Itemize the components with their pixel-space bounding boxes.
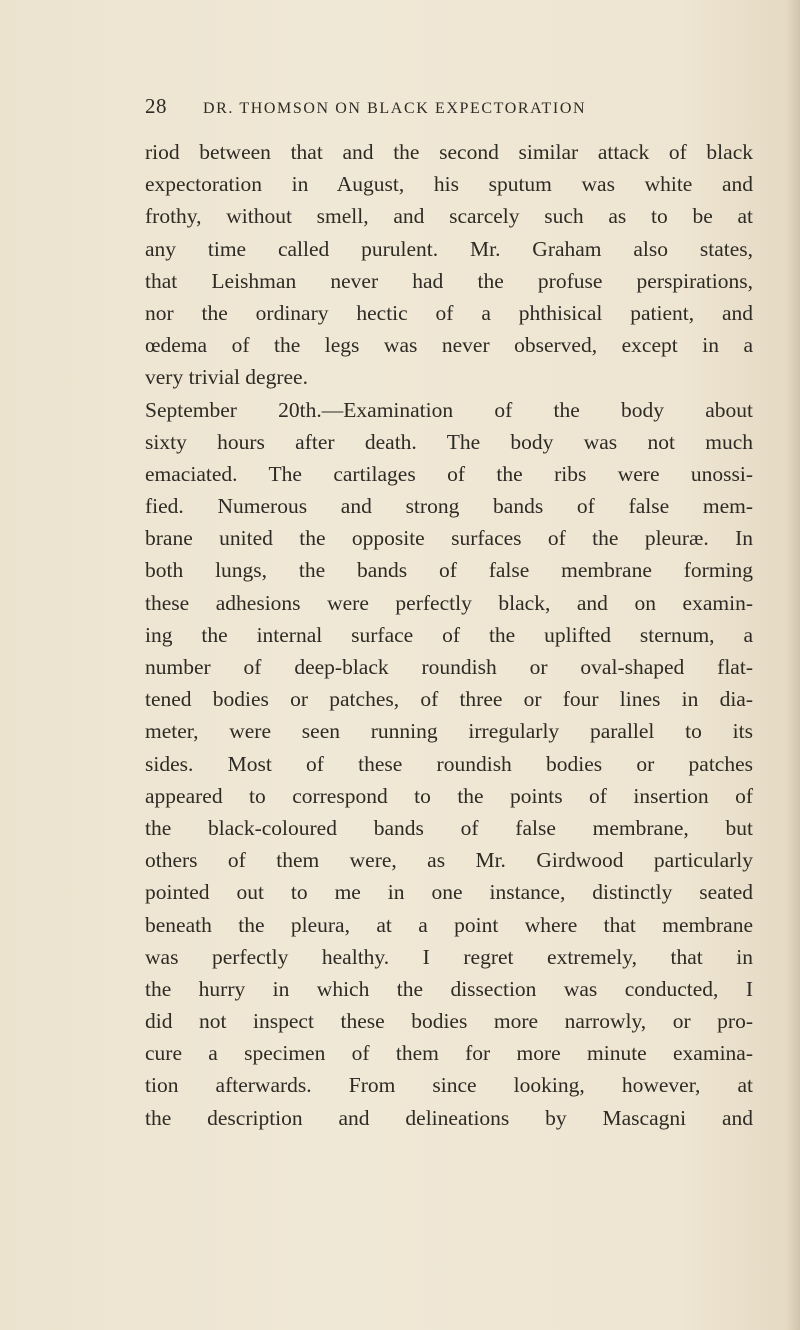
text-line: was perfectly healthy. I regret extremely, that in (145, 944, 753, 969)
text-line: the hurry in which the dissection was conducted, I (145, 976, 753, 1001)
text-line: very trivial degree. (145, 365, 308, 390)
text-line: fied. Numerous and strong bands of false mem- (145, 494, 753, 519)
text-line: frothy, without smell, and scarcely such as to be at (145, 204, 753, 229)
text-line: the black-coloured bands of false membrane, but (145, 815, 753, 840)
text-line: beneath the pleura, at a point where that membrane (145, 912, 753, 937)
text-line: sides. Most of these roundish bodies or patches (145, 751, 753, 776)
text-line: tened bodies or patches, of three or four lines in dia- (145, 687, 753, 712)
text-line: that Leishman never had the profuse perspirations, (145, 268, 753, 293)
text-line: expectoration in August, his sputum was white and (145, 172, 753, 197)
text-line: these adhesions were perfectly black, and on examin- (145, 590, 753, 615)
text-line: cure a specimen of them for more minute examina- (145, 1041, 753, 1066)
text-line: pointed out to me in one instance, distinctly seated (145, 880, 753, 905)
body-text (145, 136, 753, 1134)
text-line: did not inspect these bodies more narrowly, or pro- (145, 1009, 753, 1034)
text-line: brane united the opposite surfaces of the pleuræ. In (145, 526, 753, 551)
text-line: any time called purulent. Mr. Graham also states, (145, 236, 753, 261)
running-title: DR. THOMSON ON BLACK EXPECTORATION (203, 100, 587, 117)
text-line: sixty hours after death. The body was not much (145, 429, 753, 454)
text-line: September 20th.—Examination of the body about (145, 397, 753, 422)
text-line: emaciated. The cartilages of the ribs were unossi- (145, 461, 753, 486)
text-line: œdema of the legs was never observed, except in a (145, 333, 753, 358)
text-line: riod between that and the second similar attack of black (145, 140, 753, 164)
text-line: appeared to correspond to the points of insertion of (145, 783, 753, 808)
text-line: meter, were seen running irregularly parallel to its (145, 719, 753, 744)
running-head (145, 94, 745, 124)
text-line: number of deep-black roundish or oval-shaped flat- (145, 655, 753, 679)
page-number: 28 (145, 94, 167, 118)
text-line: tion afterwards. From since looking, however, at (145, 1073, 753, 1098)
text-line: ing the internal surface of the uplifted sternum, a (145, 622, 753, 647)
page-edge-shadow (786, 0, 800, 1330)
text-line: others of them were, as Mr. Girdwood particularly (145, 848, 753, 873)
text-line: both lungs, the bands of false membrane forming (145, 558, 753, 583)
text-line: the description and delineations by Mascagni and (145, 1105, 753, 1130)
text-line: nor the ordinary hectic of a phthisical patient, and (145, 300, 753, 325)
